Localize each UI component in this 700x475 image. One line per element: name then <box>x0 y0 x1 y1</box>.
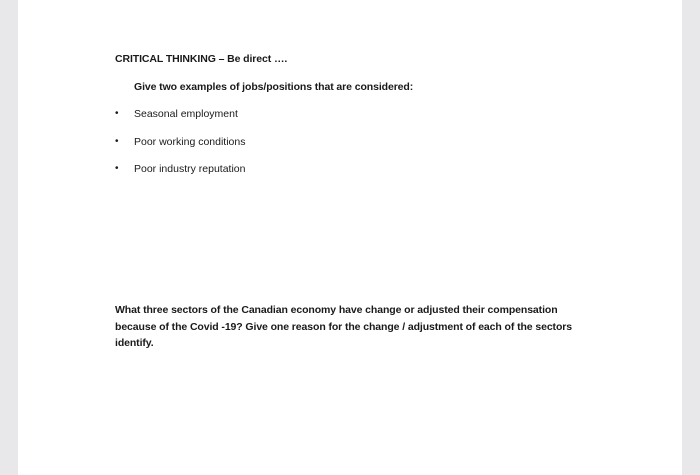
bullet-icon: • <box>115 108 119 119</box>
question-paragraph: What three sectors of the Canadian economy have change or adjusted their compensation because of the Covid -19? Give one reason for the change / adjustment of each of the sectors identify. <box>115 304 572 349</box>
list-item-text: Poor industry reputation <box>134 163 246 175</box>
list-item-text: Poor working conditions <box>134 135 246 148</box>
document-page <box>18 0 682 475</box>
list-item-text: Seasonal employment <box>134 108 238 120</box>
section-heading: CRITICAL THINKING – Be direct …. <box>115 53 288 65</box>
bullet-icon: • <box>115 163 119 174</box>
bullet-icon: • <box>115 135 119 147</box>
question-prompt: Give two examples of jobs/positions that are considered: <box>134 81 414 93</box>
